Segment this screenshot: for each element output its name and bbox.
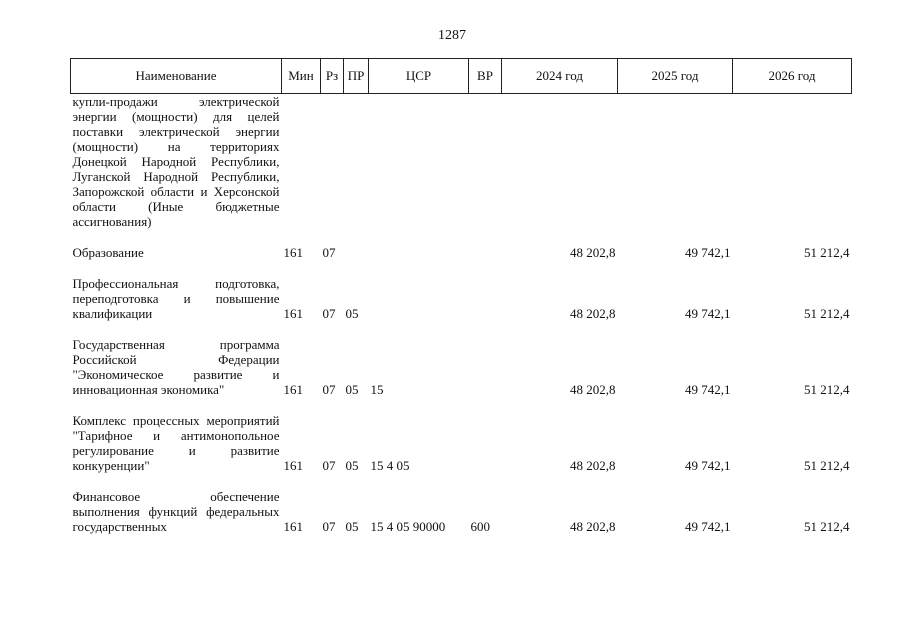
cell-name: Комплекс процессных мероприятий "Тарифное и антимонопольное регулирование и развитие конкуренции"	[72, 413, 280, 473]
cell-rz: 07	[322, 382, 336, 397]
table-row	[71, 413, 852, 473]
cell-y2024: 48 202,8	[570, 382, 616, 397]
cell-vr	[469, 276, 502, 321]
cell-y2026: 51 212,4	[804, 458, 850, 473]
cell-min: 161	[283, 382, 303, 397]
cell-name: Профессиональная подготовка, переподготовка и повышение квалификации	[72, 276, 280, 321]
cell-min: 161	[283, 519, 303, 534]
cell-name: Образование	[72, 245, 144, 260]
header-2024: 2024 год	[502, 59, 618, 94]
cell-y2025: 49 742,1	[685, 245, 731, 260]
cell-y2025: 49 742,1	[685, 519, 731, 534]
row-spacer	[71, 473, 852, 489]
cell-pr	[344, 245, 369, 260]
cell-rz: 07	[322, 519, 336, 534]
row-spacer	[71, 321, 852, 337]
cell-name: Государственная программа Российской Федерации "Экономическое развитие и инновационная экономика"	[72, 337, 280, 397]
cell-y2025: 49 742,1	[685, 306, 731, 321]
header-csr: ЦСР	[369, 59, 469, 94]
header-min: Мин	[282, 59, 321, 94]
cell-rz: 07	[322, 458, 336, 473]
cell-y2025: 49 742,1	[685, 382, 731, 397]
header-pr: ПР	[344, 59, 369, 94]
page-number: 1287	[438, 28, 466, 43]
row-spacer	[71, 260, 852, 276]
cell-y2025	[618, 94, 733, 230]
table-row	[71, 94, 852, 230]
cell-y2024: 48 202,8	[570, 519, 616, 534]
cell-csr	[369, 276, 469, 321]
cell-y2024: 48 202,8	[570, 306, 616, 321]
cell-vr	[469, 94, 502, 230]
cell-vr	[469, 337, 502, 397]
budget-table	[70, 58, 852, 534]
cell-min	[282, 94, 321, 230]
cell-csr	[369, 245, 469, 260]
cell-y2026	[733, 94, 852, 230]
cell-pr: 05	[345, 458, 359, 473]
cell-y2026: 51 212,4	[804, 519, 850, 534]
cell-pr: 05	[345, 306, 359, 321]
header-name: Наименование	[71, 59, 282, 94]
cell-min: 161	[283, 306, 303, 321]
cell-y2024: 48 202,8	[570, 245, 616, 260]
cell-csr: 15 4 05	[370, 458, 410, 473]
cell-y2024	[502, 94, 618, 230]
table-row	[71, 276, 852, 321]
table-body	[71, 94, 852, 535]
table-row	[71, 337, 852, 397]
cell-y2024: 48 202,8	[570, 458, 616, 473]
cell-min: 161	[283, 245, 303, 260]
cell-pr: 05	[345, 382, 359, 397]
cell-csr: 15 4 05 90000	[370, 519, 446, 534]
cell-vr	[469, 413, 502, 473]
cell-y2026: 51 212,4	[804, 382, 850, 397]
cell-min: 161	[283, 458, 303, 473]
cell-csr	[369, 94, 469, 230]
row-spacer	[71, 397, 852, 413]
table-row	[71, 489, 852, 534]
cell-y2026: 51 212,4	[804, 306, 850, 321]
header-2025: 2025 год	[618, 59, 733, 94]
row-spacer	[71, 229, 852, 245]
cell-rz: 07	[322, 306, 336, 321]
table-header-row	[71, 59, 852, 94]
cell-y2025: 49 742,1	[685, 458, 731, 473]
table-row	[71, 245, 852, 260]
cell-name: купли-продажи электрической энергии (мощности) для целей поставки электрической энергии (мощности) на территориях Донецкой Народной Республики, Луганской Народной Республики, Запорожской области и Херсонской области (Иные бюджетные ассигнования)	[72, 94, 280, 229]
header-vr: ВР	[469, 59, 502, 94]
cell-pr	[344, 94, 369, 230]
cell-csr: 15	[370, 382, 384, 397]
cell-vr: 600	[470, 519, 490, 534]
cell-rz	[321, 94, 344, 230]
cell-vr	[469, 245, 502, 260]
cell-name: Финансовое обеспечение выполнения функций федеральных государственных	[72, 489, 280, 534]
cell-y2026: 51 212,4	[804, 245, 850, 260]
header-2026: 2026 год	[733, 59, 852, 94]
cell-pr: 05	[345, 519, 359, 534]
cell-rz: 07	[322, 245, 336, 260]
header-rz: Рз	[321, 59, 344, 94]
